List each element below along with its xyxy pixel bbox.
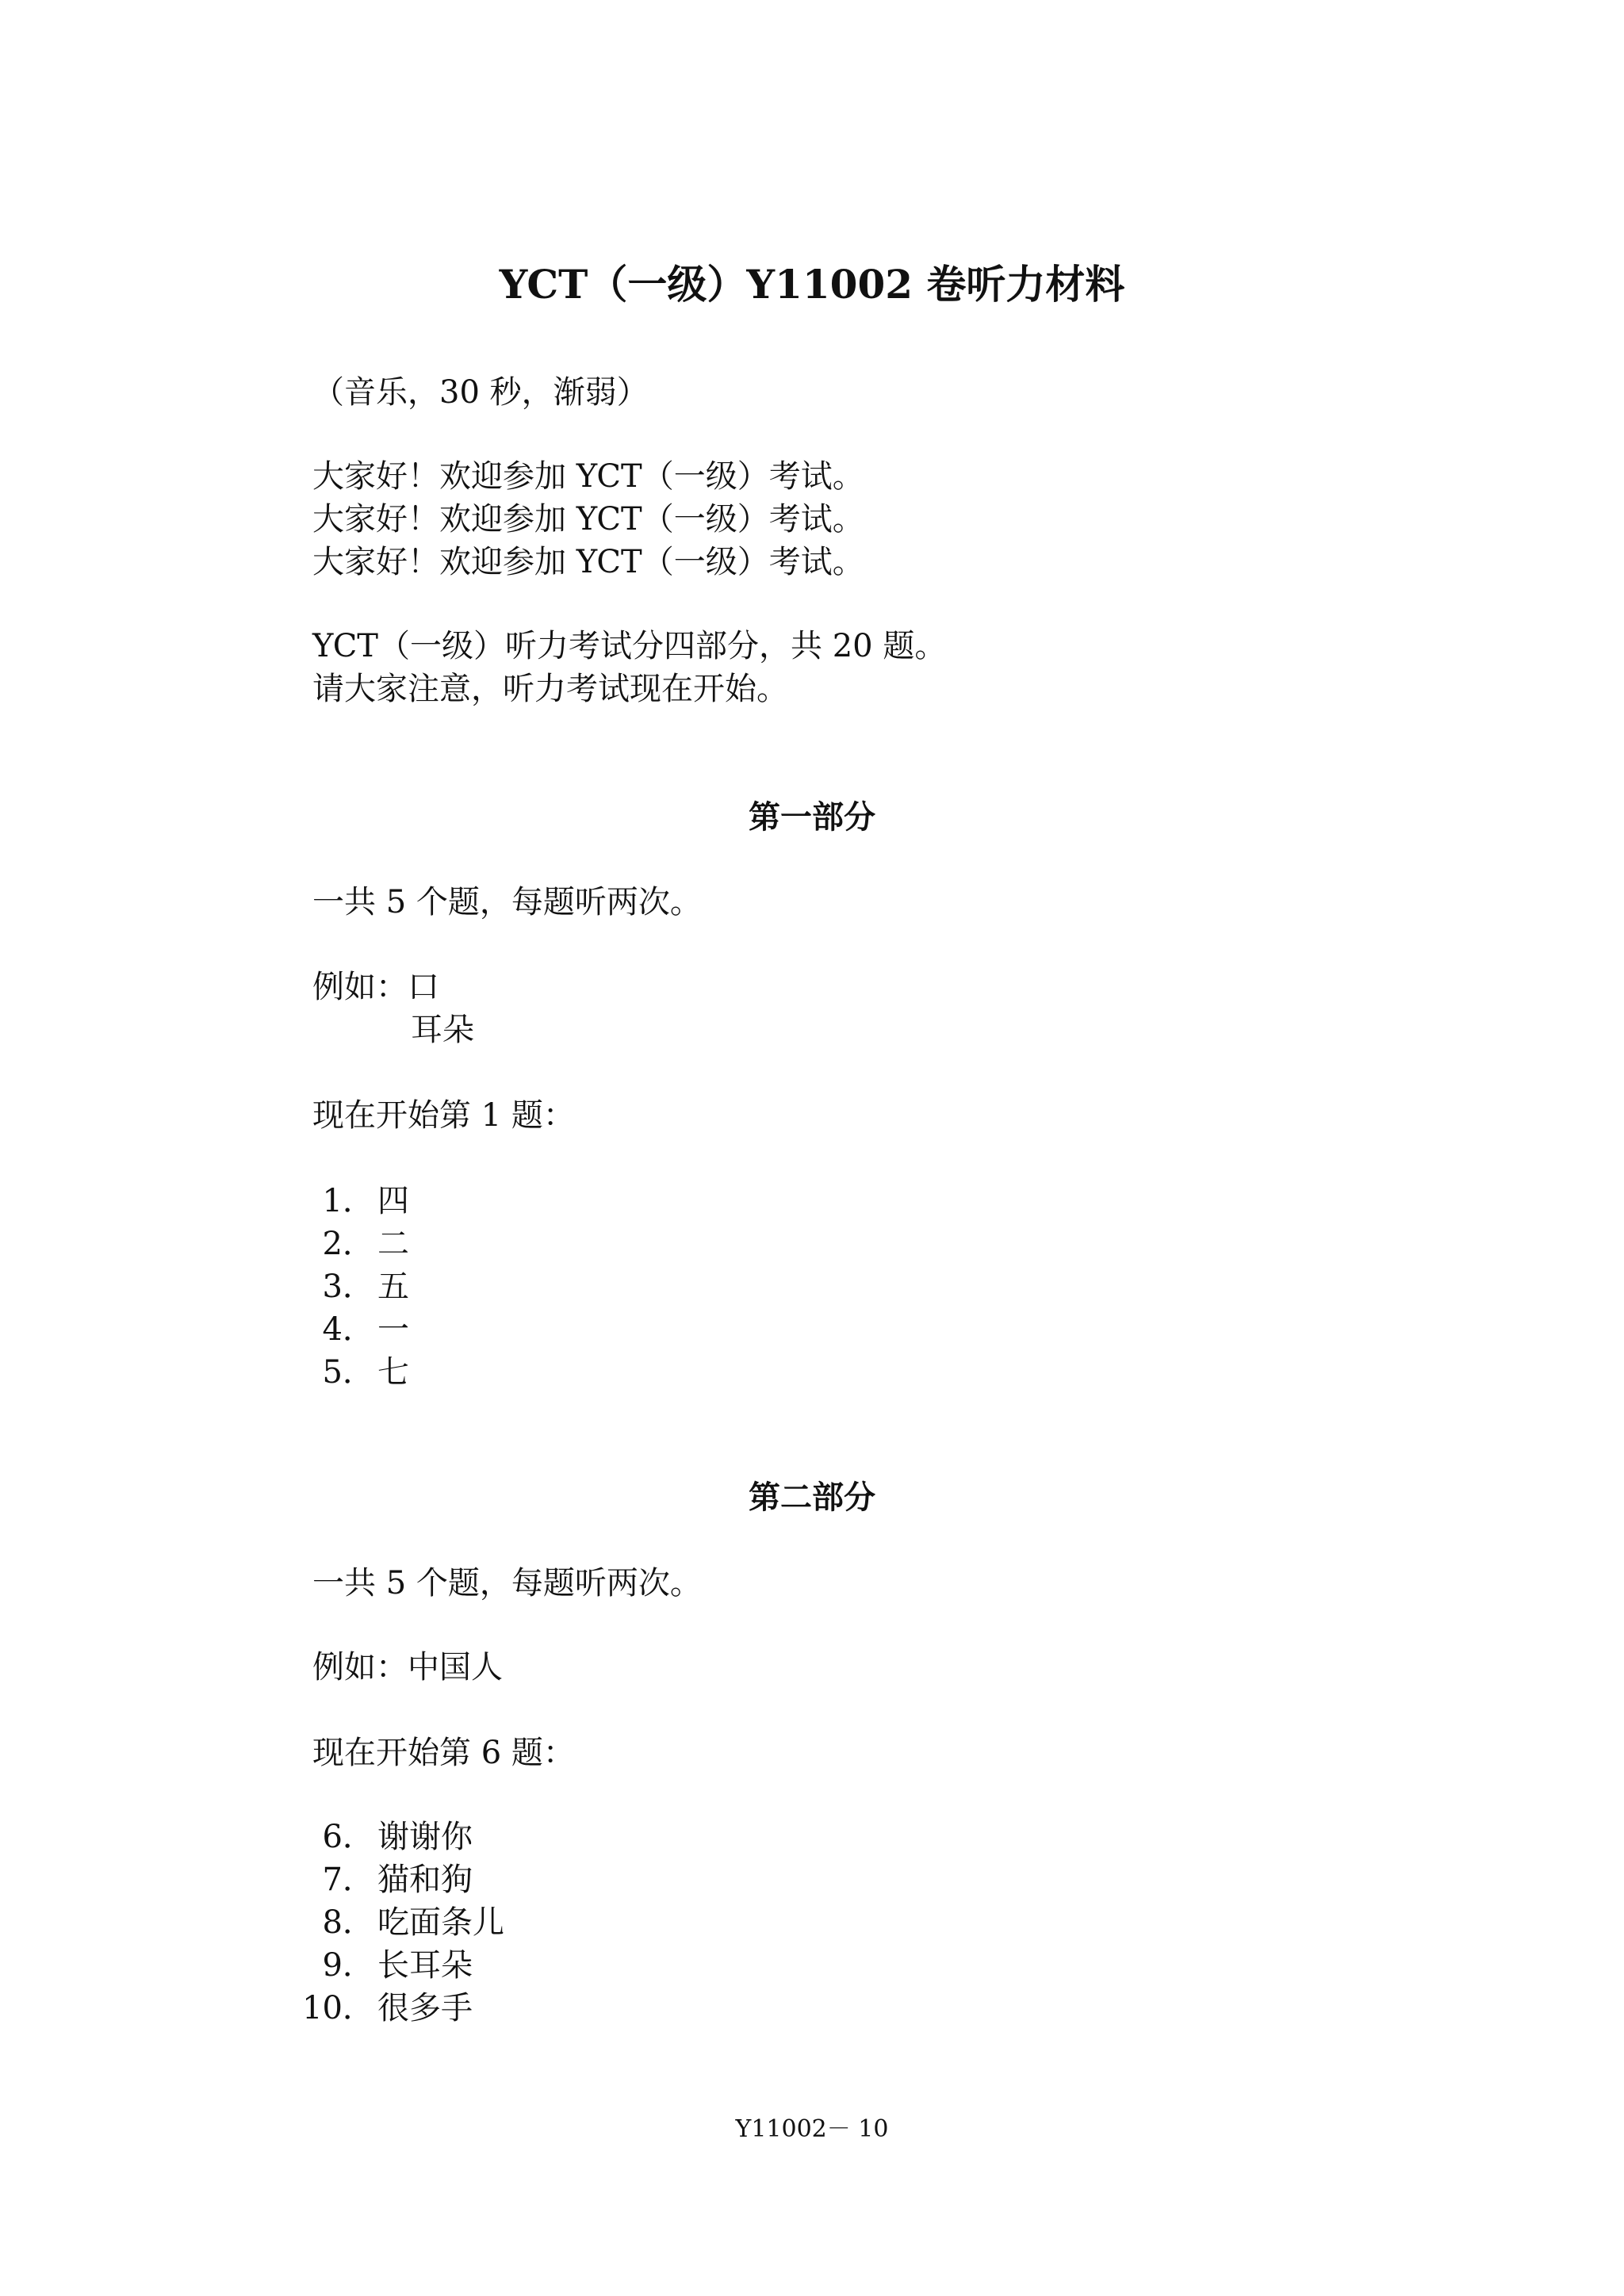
part1-example-label: 例如： — [312, 969, 408, 1005]
list-item-number: 2． — [322, 1226, 374, 1262]
part1-start: 现在开始第 1 题： — [312, 1097, 575, 1134]
part1-example — [312, 966, 439, 1008]
greeting-line-2: 大家好！欢迎参加 YCT（一级）考试。 — [312, 501, 864, 538]
part2-heading: 第二部分 — [749, 1479, 875, 1516]
list-item-number: 9． — [322, 1947, 374, 1984]
list-item-number: 5． — [322, 1354, 374, 1391]
list-item: 七 — [377, 1354, 409, 1391]
part2-start: 现在开始第 6 题： — [312, 1735, 575, 1771]
list-item: 长耳朵 — [377, 1947, 473, 1984]
part2-instruction: 一共 5 个题，每题听两次。 — [312, 1565, 702, 1601]
list-item: 猫和狗 — [377, 1862, 473, 1898]
intro-line-1: YCT（一级）听力考试分四部分，共 20 题。 — [312, 628, 947, 664]
document-title: YCT（一级）Y11002 卷听力材料 — [499, 261, 1125, 308]
intro-line-2: 请大家注意，听力考试现在开始。 — [312, 671, 788, 707]
list-item: 很多手 — [377, 1990, 473, 2026]
part1-example-line2: 耳朵 — [411, 1012, 474, 1048]
list-item-number: 3． — [322, 1269, 374, 1305]
list-item-number: 10． — [302, 1990, 374, 2026]
part1-example-line1: 口 — [408, 969, 439, 1005]
part2-example: 例如：中国人 — [312, 1649, 503, 1686]
list-item: 吃面条儿 — [377, 1904, 504, 1941]
list-item: 一 — [377, 1311, 409, 1348]
list-item-number: 8． — [322, 1904, 374, 1941]
page-footer: Y11002－ 10 — [735, 2115, 889, 2143]
list-item: 二 — [377, 1226, 409, 1262]
part1-heading: 第一部分 — [749, 798, 875, 836]
list-item: 四 — [377, 1183, 409, 1219]
list-item-number: 6． — [322, 1819, 374, 1855]
part1-instruction: 一共 5 个题，每题听两次。 — [312, 884, 702, 920]
greeting-line-3: 大家好！欢迎参加 YCT（一级）考试。 — [312, 544, 864, 580]
list-item-number: 4． — [322, 1311, 374, 1348]
list-item: 谢谢你 — [377, 1819, 473, 1855]
list-item-number: 1． — [322, 1183, 374, 1219]
list-item-number: 7． — [322, 1862, 374, 1898]
music-note: （音乐，30 秒，渐弱） — [312, 374, 649, 411]
list-item: 五 — [377, 1269, 409, 1305]
greeting-line-1: 大家好！欢迎参加 YCT（一级）考试。 — [312, 458, 864, 495]
